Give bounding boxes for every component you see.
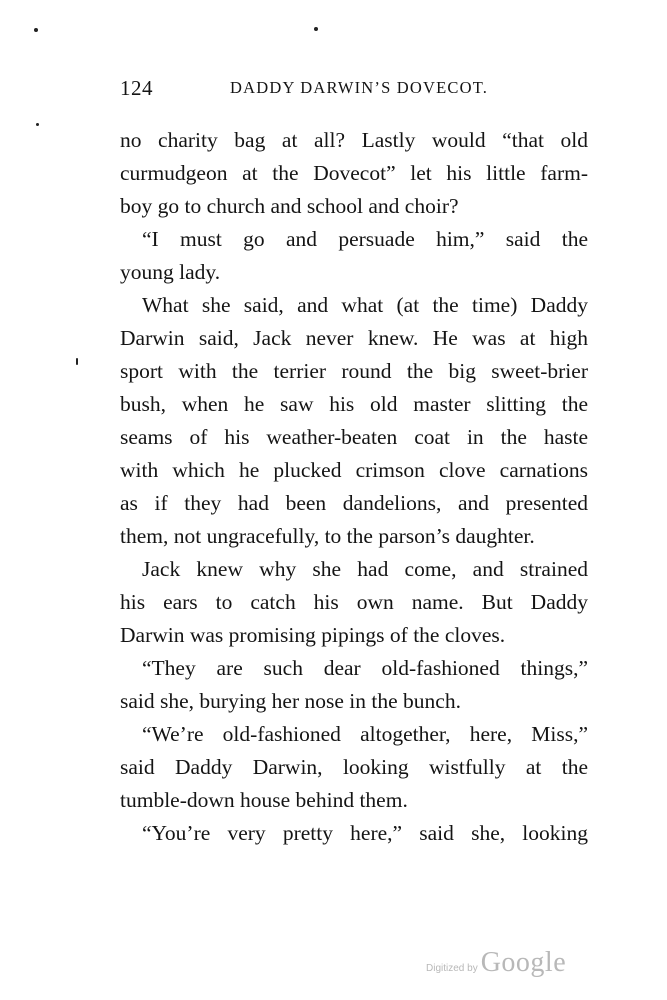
- text-line: young lady.: [120, 260, 221, 284]
- scan-speck: [34, 28, 38, 32]
- text-line: said she, burying her nose in the bunch.: [120, 689, 461, 713]
- text-line: boy go to church and school and choir?: [120, 194, 459, 218]
- text-line: “I must go and persuade him,” said the: [142, 227, 588, 251]
- text-line: “They are such dear old-fashioned things,”: [142, 656, 588, 680]
- page-number: 124: [120, 76, 153, 100]
- text-line: curmudgeon at the Dovecot” let his little farm-: [120, 161, 588, 185]
- text-line: with which he plucked crimson clove carnations: [120, 458, 588, 482]
- google-logo: Google: [480, 947, 567, 978]
- scan-speck: [314, 27, 318, 31]
- text-line: “You’re very pretty here,” said she, looking: [142, 821, 588, 845]
- text-line: them, not ungracefully, to the parson’s daughter.: [120, 524, 535, 548]
- digitized-by-google-watermark: [426, 947, 566, 981]
- text-line: tumble-down house behind them.: [120, 788, 408, 812]
- text-line: as if they had been dandelions, and presented: [120, 491, 588, 515]
- text-line: no charity bag at all? Lastly would “that old: [120, 128, 588, 152]
- text-line: Darwin was promising pipings of the cloves.: [120, 623, 506, 647]
- text-line: Jack knew why she had come, and strained: [142, 557, 588, 581]
- running-header: [120, 76, 590, 102]
- text-line: What she said, and what (at the time) Daddy: [142, 293, 588, 317]
- text-line: “We’re old-fashioned altogether, here, Miss,”: [142, 722, 588, 746]
- text-line: bush, when he saw his old master slitting the: [120, 392, 588, 416]
- text-line: Darwin said, Jack never knew. He was at high: [120, 326, 588, 350]
- running-title: DADDY DARWIN’S DOVECOT.: [230, 78, 489, 97]
- text-line: sport with the terrier round the big sweet-brier: [120, 359, 588, 383]
- scan-speck: [36, 123, 39, 126]
- watermark-small-text: Digitized by: [426, 963, 478, 974]
- text-line: seams of his weather-beaten coat in the haste: [120, 425, 588, 449]
- scan-speck: [76, 358, 78, 365]
- text-line: his ears to catch his own name. But Daddy: [120, 590, 588, 614]
- body-text: [120, 124, 588, 850]
- text-line: said Daddy Darwin, looking wistfully at the: [120, 755, 588, 779]
